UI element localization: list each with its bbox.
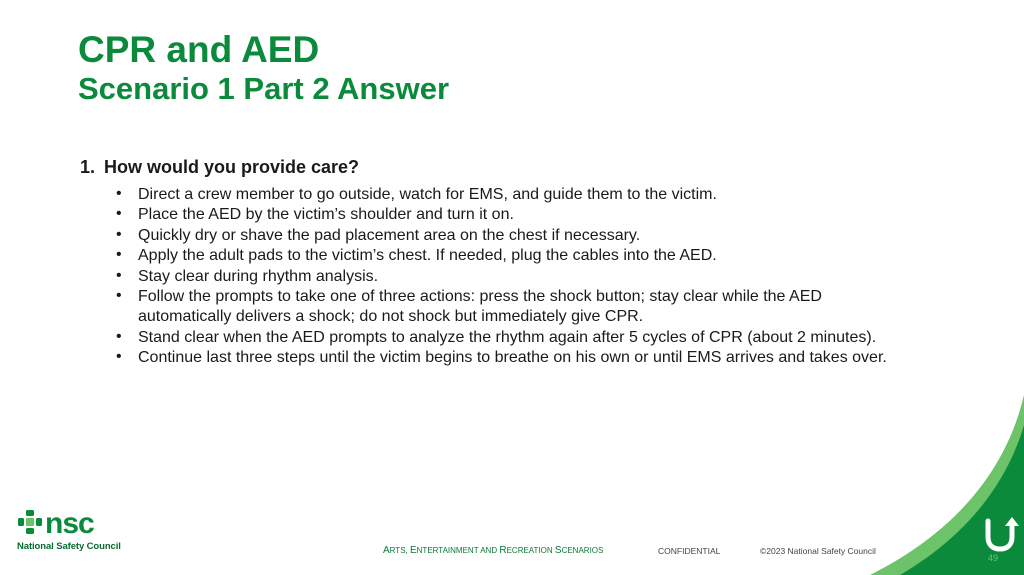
answer-list	[116, 185, 906, 369]
corner-decoration	[860, 395, 1024, 575]
list-item-text: Stay clear during rhythm analysis.	[138, 267, 379, 285]
bullet-icon: •	[116, 185, 122, 202]
list-item-text: Quickly dry or shave the pad placement area on the chest if necessary.	[138, 226, 641, 244]
list-item	[116, 246, 906, 266]
logo-caption: National Safety Council	[17, 541, 121, 552]
question	[80, 156, 359, 178]
nsc-cross-logo-icon	[18, 510, 42, 534]
bullet-icon: •	[116, 205, 122, 223]
bullet-icon: •	[116, 327, 122, 345]
page-number: 49	[988, 553, 999, 563]
list-item-text: Follow the prompts to take one of three actions: press the shock button; stay clear while the AED automatically delivers a shock; do not shock but immediately give CPR.	[138, 288, 822, 326]
logo-wordmark: nsc	[45, 509, 94, 540]
question-number: 1.	[80, 157, 96, 177]
list-item	[116, 328, 906, 348]
question-text: How would you provide care?	[104, 157, 360, 177]
list-item	[116, 205, 906, 225]
list-item-text: Direct a crew member to go outside, watch for EMS, and guide them to the victim.	[138, 186, 717, 203]
list-item	[116, 267, 906, 287]
list-item-text: Stand clear when the AED prompts to analyze the rhythm again after 5 cycles of CPR (about 2 minutes).	[138, 328, 877, 346]
list-item	[116, 185, 906, 205]
list-item	[116, 287, 906, 328]
slide-subtitle: Scenario 1 Part 2 Answer	[78, 71, 450, 106]
bullet-icon: •	[116, 287, 122, 305]
list-item	[116, 226, 906, 246]
bullet-icon: •	[116, 225, 122, 243]
list-item-text: Apply the adult pads to the victim’s chest. If needed, plug the cables into the AED.	[138, 247, 717, 265]
bullet-icon: •	[116, 266, 122, 284]
bullet-icon: •	[116, 348, 122, 366]
footer-confidential: CONFIDENTIAL	[658, 546, 721, 556]
list-item	[116, 348, 906, 368]
slide-title: CPR and AED	[78, 29, 320, 70]
bullet-icon: •	[116, 246, 122, 264]
footer-copyright: ©2023 National Safety Council	[760, 546, 876, 556]
footer-series-title: ARTS, ENTERTAINMENT AND RECREATION SCENARIOS	[383, 545, 604, 556]
list-item-text: Continue last three steps until the victim begins to breathe on his own or until EMS arrives and takes over.	[138, 349, 887, 367]
list-item-text: Place the AED by the victim’s shoulder and turn it on.	[138, 206, 514, 224]
